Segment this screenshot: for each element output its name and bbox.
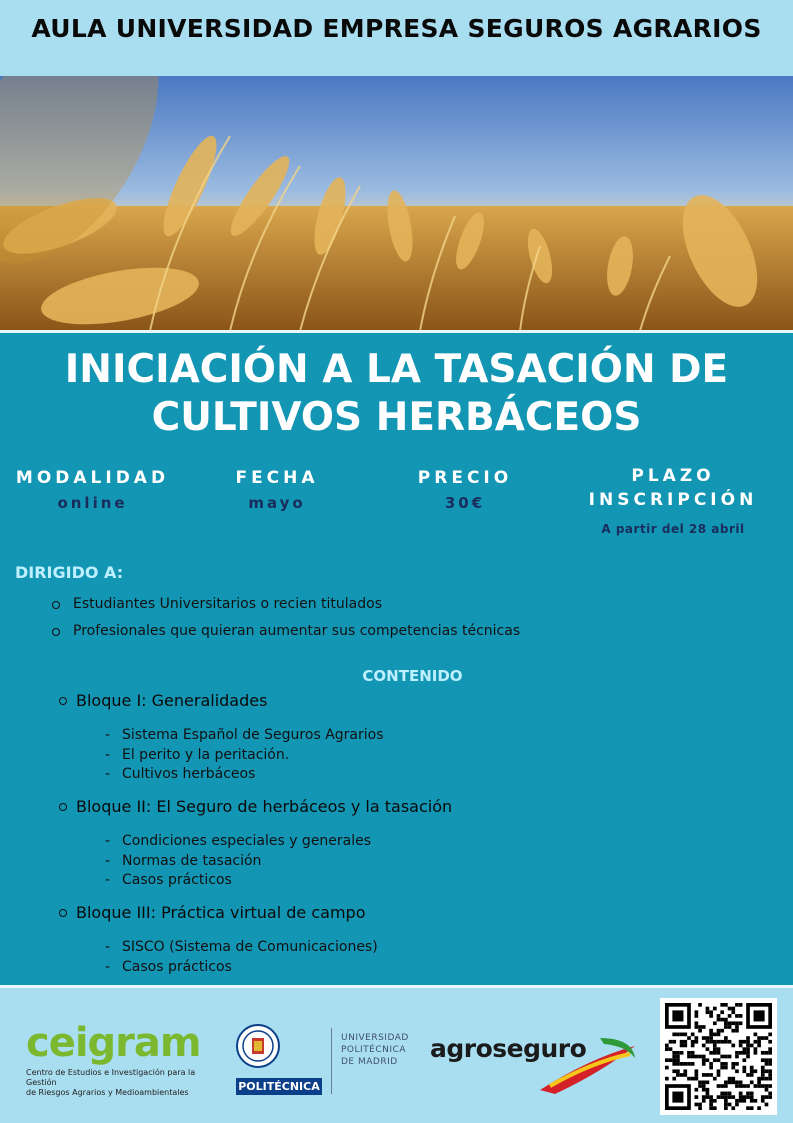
list-item: - Cultivos herbáceos [105, 765, 384, 785]
info-label-line-1: PLAZO [631, 466, 715, 486]
info-plazo-inscripcion [573, 464, 773, 540]
info-precio [385, 466, 545, 514]
content-heading: CONTENIDO [362, 667, 463, 685]
block-items [105, 938, 378, 977]
ceigram-wordmark: ceigram [26, 1020, 201, 1066]
list-item: - SISCO (Sistema de Comunicaciones) [105, 938, 378, 958]
list-item: - Casos prácticos [105, 958, 378, 978]
info-value: A partir del 28 abril [601, 522, 745, 536]
info-modalidad [10, 466, 175, 514]
content-block-3 [57, 902, 378, 977]
course-title-line-2: CULTIVOS HERBÁCEOS [151, 395, 642, 440]
audience-list [50, 591, 520, 645]
ceigram-subtitle [26, 1068, 226, 1098]
info-label: FECHA [235, 468, 319, 488]
agroseguro-wordmark: agroseguro [430, 1034, 587, 1063]
ceigram-logo [26, 1021, 226, 1098]
block-title: Bloque III: Práctica virtual de campo [57, 902, 378, 924]
info-label: PRECIO [417, 468, 513, 488]
block-items [105, 726, 384, 785]
list-item: - Condiciones especiales y generales [105, 832, 452, 852]
list-item: - Casos prácticos [105, 871, 452, 891]
upm-name [341, 1032, 409, 1068]
wheat-field-photo [0, 76, 793, 331]
upm-name-line-1: UNIVERSIDAD [341, 1033, 409, 1043]
info-fecha [196, 466, 358, 514]
upm-logo [236, 1024, 322, 1095]
content-block-1 [57, 690, 384, 785]
footer [0, 988, 793, 1123]
block-items [105, 832, 452, 891]
hero-divider [0, 330, 793, 333]
content-block-2 [57, 796, 452, 891]
upm-separator [331, 1028, 332, 1094]
info-value: 30€ [444, 494, 486, 512]
list-item: - El perito y la peritación. [105, 746, 384, 766]
info-value: online [57, 494, 128, 512]
upm-seal-icon [236, 1024, 280, 1068]
ceigram-subtitle-line-2: de Riesgos Agrarios y Medioambientales [26, 1088, 189, 1097]
block-title: Bloque I: Generalidades [57, 690, 384, 712]
upm-name-line-2: POLITÉCNICA [341, 1045, 406, 1055]
info-label: MODALIDAD [15, 468, 170, 488]
block-title: Bloque II: El Seguro de herbáceos y la tasación [57, 796, 452, 818]
upm-band-label: POLITÉCNICA [236, 1078, 322, 1095]
course-title [0, 346, 793, 442]
course-title-line-1: INICIACIÓN A LA TASACIÓN DE [64, 347, 729, 392]
info-label-line-2: INSCRIPCIÓN [588, 490, 758, 510]
list-item: - Normas de tasación [105, 852, 452, 872]
agroseguro-swoosh-icon [530, 1028, 640, 1098]
list-item: - Sistema Español de Seguros Agrarios [105, 726, 384, 746]
agroseguro-logo [430, 1028, 640, 1098]
info-value: mayo [248, 494, 306, 512]
qr-code-icon [660, 998, 777, 1115]
upm-name-line-3: DE MADRID [341, 1057, 398, 1067]
list-item: Profesionales que quieran aumentar sus competencias técnicas [50, 618, 520, 645]
list-item: Estudiantes Universitarios o recien titulados [50, 591, 520, 618]
ceigram-subtitle-line-1: Centro de Estudios e Investigación para la Gestión [26, 1068, 196, 1087]
page-header-title: AULA UNIVERSIDAD EMPRESA SEGUROS AGRARIOS [31, 14, 762, 43]
audience-heading: DIRIGIDO A: [15, 563, 124, 582]
